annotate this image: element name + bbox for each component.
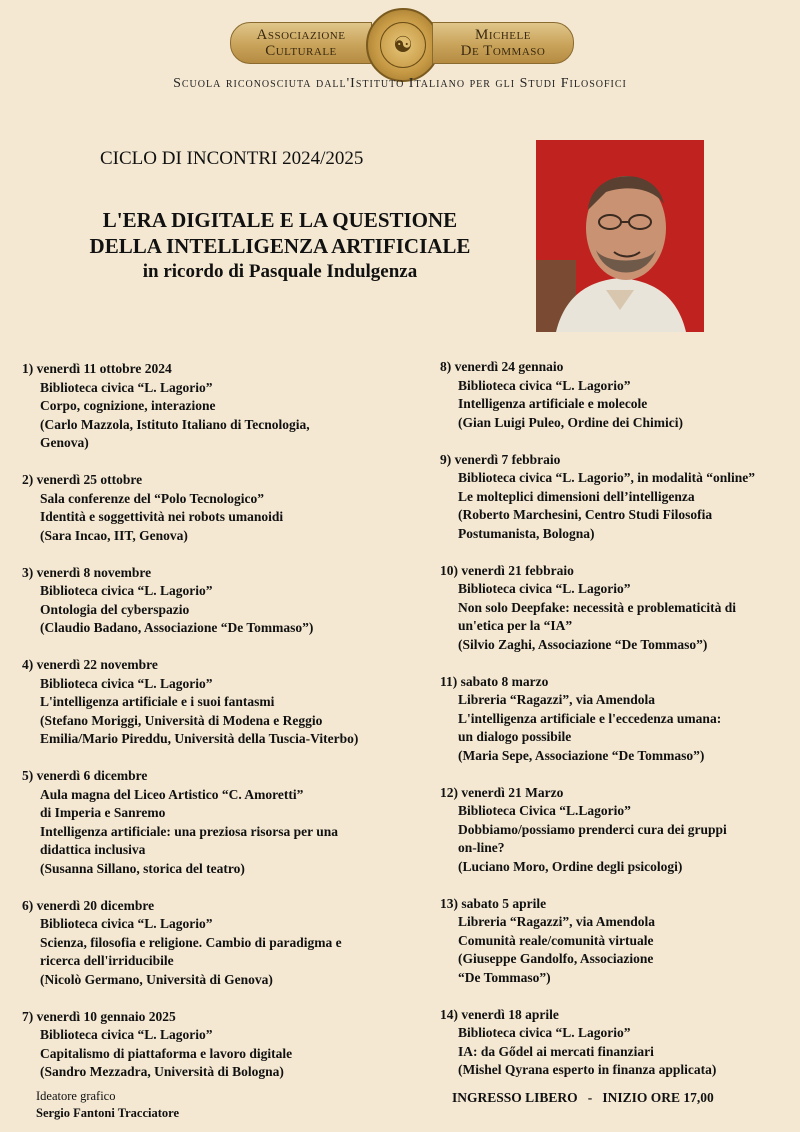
association-label-left <box>230 22 372 64</box>
event-venue: Sala conferenze del “Polo Tecnologico” <box>40 490 264 506</box>
events-right-column <box>440 358 795 1098</box>
event-topic-cont: un dialogo possibile <box>458 729 572 744</box>
event-speaker-cont: Genova) <box>40 435 89 450</box>
event-details <box>440 1024 795 1080</box>
event-speaker: (Sara Incao, IIT, Genova) <box>40 527 188 543</box>
event-venue: Biblioteca civica “L. Lagorio” <box>40 379 213 395</box>
event-topic: L'intelligenza artificiale e l'eccedenza umana: <box>458 710 722 726</box>
event-topic-cont: un'etica per la “IA” <box>458 618 573 633</box>
event-venue: Biblioteca Civica “L.Lagorio” <box>458 803 631 818</box>
credit-name: Sergio Fantoni Tracciatore <box>36 1106 180 1120</box>
event-date: 11) sabato 8 marzo <box>440 673 549 689</box>
event-item <box>22 897 422 990</box>
event-topic: Intelligenza artificiale e molecole <box>458 396 648 411</box>
graphic-credit <box>36 1088 179 1122</box>
event-topic: Non solo Deepfake: necessità e problematicità di <box>458 599 736 615</box>
event-details <box>22 1026 422 1082</box>
event-date: 5) venerdì 6 dicembre <box>22 768 148 783</box>
event-topic: Comunità reale/comunità virtuale <box>458 932 654 948</box>
events-left-column <box>22 360 422 1100</box>
event-details <box>440 469 795 543</box>
last-name-word: De Tommaso <box>460 43 546 59</box>
event-details <box>440 691 795 765</box>
event-venue: Biblioteca civica “L. Lagorio” <box>458 1025 631 1040</box>
event-venue: Biblioteca civica “L. Lagorio” <box>40 583 213 598</box>
event-topic-cont: ricerca dell'irriducibile <box>40 953 174 968</box>
event-details <box>440 580 795 654</box>
event-speaker: (Claudio Badano, Associazione “De Tommaso”) <box>40 620 314 635</box>
event-speaker: (Nicolò Germano, Università di Genova) <box>40 971 273 987</box>
association-word: Associazione <box>256 27 346 43</box>
credit-label: Ideatore grafico <box>36 1089 116 1103</box>
event-details <box>22 582 422 638</box>
event-speaker-cont: “De Tommaso”) <box>458 969 551 985</box>
association-seal-logo <box>366 8 440 82</box>
event-item <box>22 360 422 453</box>
main-title <box>40 207 520 285</box>
event-venue: Libreria “Ragazzi”, via Amendola <box>458 692 655 707</box>
event-venue: Biblioteca civica “L. Lagorio” <box>40 675 213 691</box>
event-topic-cont: on-line? <box>458 840 505 855</box>
event-date: 9) venerdì 7 febbraio <box>440 451 561 467</box>
event-details <box>440 377 795 433</box>
event-venue: Biblioteca civica “L. Lagorio” <box>458 581 631 596</box>
school-recognition-subtitle: Scuola riconosciuta dall'Istituto Italiano per gli Studi Filosofici <box>173 76 627 91</box>
event-speaker: (Carlo Mazzola, Istituto Italiano di Tecnologia, <box>40 416 310 432</box>
event-details <box>440 802 795 876</box>
event-speaker: (Luciano Moro, Ordine degli psicologi) <box>458 858 683 874</box>
event-topic: L'intelligenza artificiale e i suoi fantasmi <box>40 694 275 709</box>
event-speaker: (Mishel Qyrana esperto in finanza applicata) <box>458 1062 717 1077</box>
event-date: 2) venerdì 25 ottobre <box>22 472 143 487</box>
first-name-word: Michele <box>475 27 531 43</box>
event-item <box>22 471 422 545</box>
event-topic: Scienza, filosofia e religione. Cambio di paradigma e <box>40 934 342 950</box>
event-item <box>22 767 422 878</box>
event-item <box>440 562 795 655</box>
event-speaker: (Maria Sepe, Associazione “De Tommaso”) <box>458 747 705 763</box>
event-speaker-cont: Emilia/Mario Pireddu, Università della Tuscia-Viterbo) <box>40 731 359 746</box>
title-line-2: DELLA INTELLIGENZA ARTIFICIALE <box>89 234 471 258</box>
event-date: 6) venerdì 20 dicembre <box>22 897 155 913</box>
event-item <box>440 1006 795 1080</box>
cycle-heading: CICLO DI INCONTRI 2024/2025 <box>100 148 364 169</box>
event-speaker: (Sandro Mezzadra, Università di Bologna) <box>40 1064 284 1079</box>
event-venue: Libreria “Ragazzi”, via Amendola <box>458 914 655 929</box>
cultural-word: Culturale <box>265 43 337 59</box>
event-date: 7) venerdì 10 gennaio 2025 <box>22 1008 176 1024</box>
event-speaker: (Susanna Sillano, storica del teatro) <box>40 860 245 876</box>
event-venue: Aula magna del Liceo Artistico “C. Amoretti” <box>40 786 304 802</box>
event-item <box>440 358 795 432</box>
event-venue: Biblioteca civica “L. Lagorio” <box>40 1027 213 1042</box>
event-speaker: (Silvio Zaghi, Associazione “De Tommaso”) <box>458 636 708 652</box>
event-item <box>22 1008 422 1082</box>
event-topic: Ontologia del cyberspazio <box>40 601 190 617</box>
event-speaker-cont: Postumanista, Bologna) <box>458 525 595 541</box>
event-venue: Biblioteca civica “L. Lagorio” <box>458 377 631 393</box>
event-details <box>22 675 422 749</box>
event-details <box>22 379 422 453</box>
title-dedication: in ricordo di Pasquale Indulgenza <box>142 261 418 282</box>
event-details <box>440 913 795 987</box>
event-venue-cont: di Imperia e Sanremo <box>40 805 166 820</box>
event-topic: Capitalismo di piattaforma e lavoro digitale <box>40 1045 293 1061</box>
admission-info: INGRESSO LIBERO - INIZIO ORE 17,00 <box>452 1090 714 1105</box>
association-label-right <box>432 22 574 64</box>
event-speaker: (Giuseppe Gandolfo, Associazione <box>458 951 654 966</box>
event-topic-cont: didattica inclusiva <box>40 842 146 857</box>
event-venue: Biblioteca civica “L. Lagorio” <box>40 916 213 931</box>
event-details <box>22 915 422 989</box>
header <box>0 0 800 100</box>
event-topic: Intelligenza artificiale: una preziosa risorsa per una <box>40 823 338 839</box>
event-date: 4) venerdì 22 novembre <box>22 657 158 672</box>
event-date: 1) venerdì 11 ottobre 2024 <box>22 361 172 376</box>
event-item <box>440 451 795 544</box>
event-speaker: (Stefano Moriggi, Università di Modena e Reggio <box>40 712 323 728</box>
portrait-illustration <box>536 140 704 332</box>
event-date: 8) venerdì 24 gennaio <box>440 359 564 374</box>
event-details <box>22 786 422 879</box>
event-item <box>440 784 795 877</box>
event-topic: Corpo, cognizione, interazione <box>40 398 216 413</box>
event-topic: Identità e soggettività nei robots umanoidi <box>40 509 284 524</box>
event-item <box>22 656 422 749</box>
portrait-photo <box>536 140 704 332</box>
event-venue: Biblioteca civica “L. Lagorio”, in modalità “online” <box>458 470 755 485</box>
event-topic: Dobbiamo/possiamo prenderci cura dei gruppi <box>458 821 727 837</box>
event-date: 12) venerdì 21 Marzo <box>440 784 564 800</box>
event-item <box>440 895 795 988</box>
event-speaker: (Roberto Marchesini, Centro Studi Filosofia <box>458 507 713 522</box>
event-date: 10) venerdì 21 febbraio <box>440 562 574 578</box>
event-date: 13) sabato 5 aprile <box>440 895 547 911</box>
title-line-1: L'ERA DIGITALE E LA QUESTIONE <box>102 208 458 232</box>
event-topic: IA: da Gődel ai mercati finanziari <box>458 1043 654 1059</box>
event-item <box>22 564 422 638</box>
event-topic: Le molteplici dimensioni dell’intelligenza <box>458 488 695 504</box>
event-date: 3) venerdì 8 novembre <box>22 564 152 580</box>
event-date: 14) venerdì 18 aprile <box>440 1006 559 1022</box>
event-speaker: (Gian Luigi Puleo, Ordine dei Chimici) <box>458 414 684 430</box>
event-item <box>440 673 795 766</box>
seal-emblem-icon: ☯ <box>380 22 426 68</box>
event-details <box>22 490 422 546</box>
